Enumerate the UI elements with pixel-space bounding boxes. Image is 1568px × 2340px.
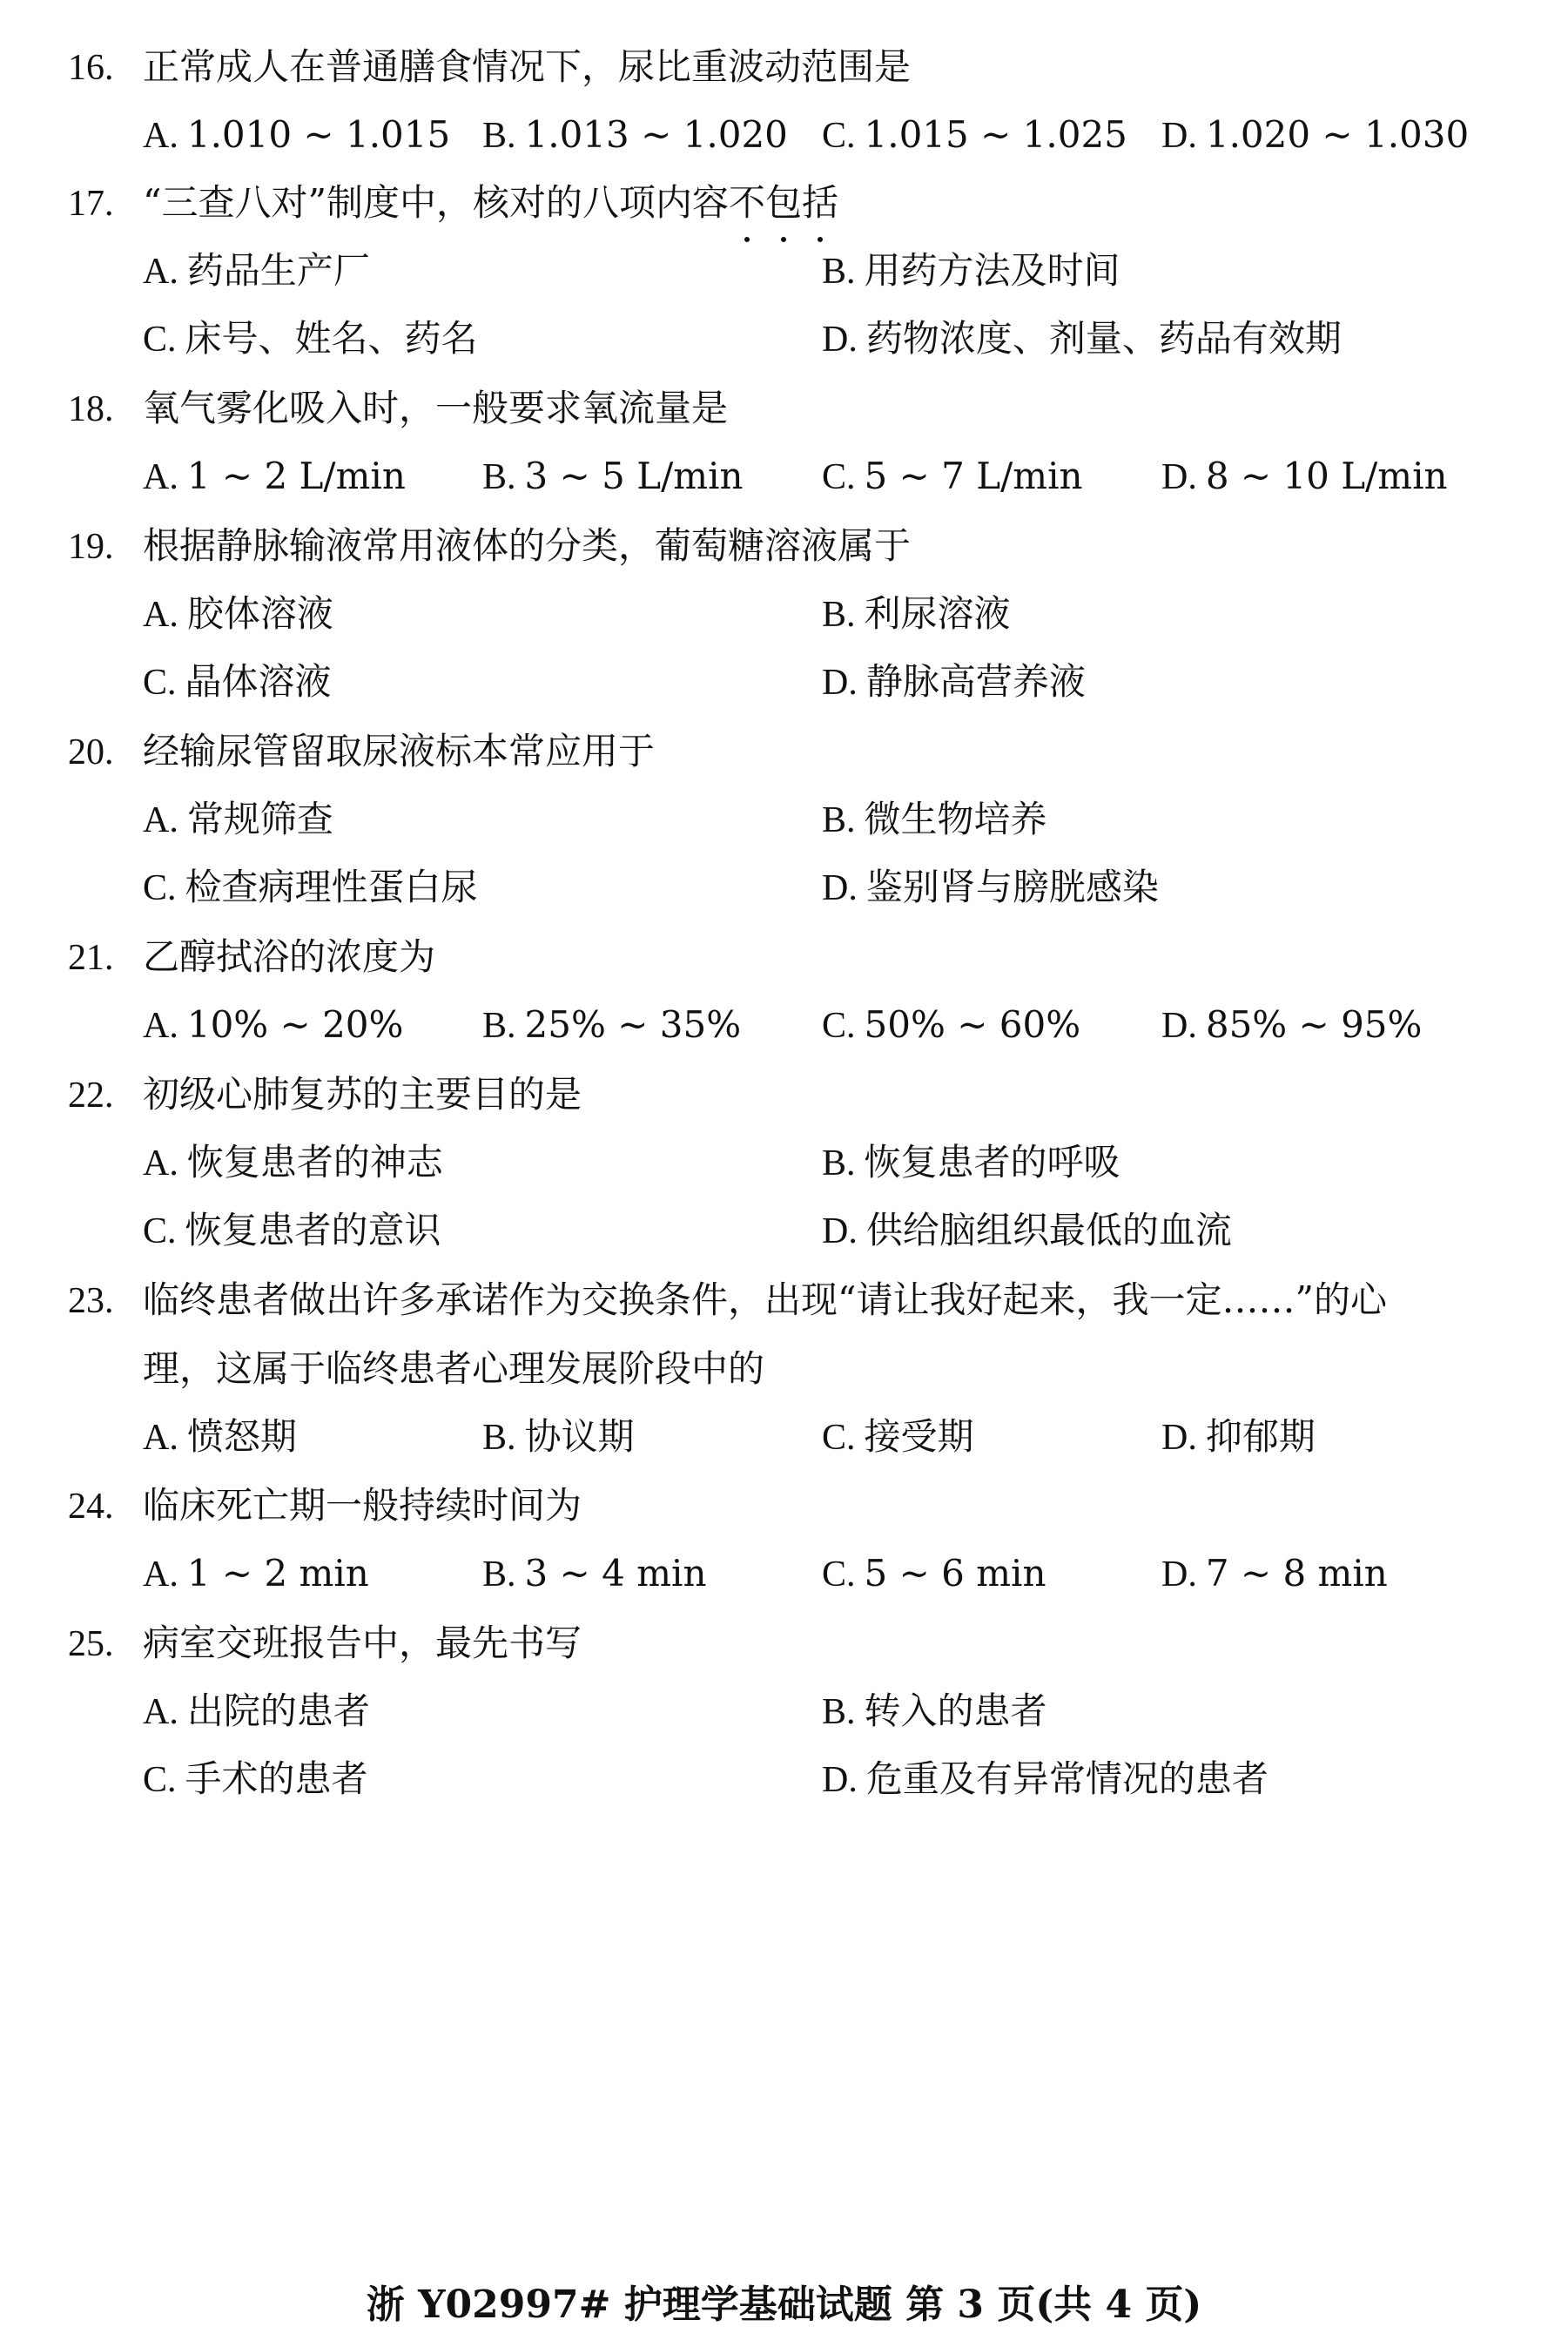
- option-text: 恢复患者的神志: [186, 1141, 443, 1183]
- option-text: 5 ~ 6 min: [864, 1552, 1046, 1595]
- option-letter: D.: [1161, 1418, 1197, 1458]
- option-b: [822, 1677, 1047, 1745]
- question-25: [68, 1609, 1496, 1813]
- question-stem: [68, 1061, 1496, 1129]
- question-22: [68, 1061, 1496, 1264]
- options: [68, 1403, 1496, 1471]
- option-letter: A.: [143, 1418, 178, 1458]
- option-text: 用药方法及时间: [864, 249, 1120, 292]
- option-a: [143, 1540, 482, 1608]
- question-stem: [68, 1266, 1496, 1335]
- option-letter: B.: [482, 1554, 516, 1595]
- question-number: 24.: [68, 1487, 114, 1527]
- question-number: 25.: [68, 1624, 114, 1664]
- option-letter: C.: [143, 663, 177, 703]
- option-letter: A.: [143, 252, 178, 292]
- question-text: 正常成人在普通膳食情况下，尿比重波动范围是: [143, 45, 912, 88]
- option-letter: A.: [143, 1143, 178, 1183]
- page-footer: 浙 Y02997# 护理学基础试题 第 3 页(共 4 页): [366, 2283, 1202, 2327]
- option-letter: A.: [143, 1006, 178, 1046]
- option-text: 1.013 ~ 1.020: [524, 113, 788, 156]
- option-letter: B.: [482, 116, 516, 156]
- option-c: [143, 1745, 822, 1813]
- option-letter: C.: [143, 320, 177, 360]
- option-letter: A.: [143, 457, 178, 497]
- options: [68, 1129, 1496, 1264]
- question-text-continued: 理，这属于临终患者心理发展阶段中的: [143, 1347, 765, 1390]
- option-text: 1.015 ~ 1.025: [864, 113, 1127, 156]
- option-c: [822, 991, 1161, 1059]
- option-d: [1161, 101, 1469, 169]
- option-text: 协议期: [524, 1415, 635, 1458]
- option-c: [822, 1540, 1161, 1608]
- option-letter: D.: [822, 1760, 858, 1800]
- option-text: 微生物培养: [864, 798, 1047, 840]
- option-letter: A.: [143, 116, 178, 156]
- option-letter: A.: [143, 800, 178, 840]
- option-c: [143, 853, 822, 921]
- option-letter: D.: [822, 868, 858, 908]
- option-text: 5 ~ 7 L/min: [864, 455, 1083, 497]
- option-a: [143, 1403, 482, 1471]
- option-letter: D.: [1161, 116, 1197, 156]
- option-b: [822, 580, 1011, 648]
- option-letter: C.: [822, 457, 856, 497]
- option-text: 25% ~ 35%: [524, 1003, 742, 1046]
- question-17: [68, 169, 1496, 373]
- question-19: [68, 512, 1496, 716]
- option-text: 7 ~ 8 min: [1205, 1552, 1388, 1595]
- option-letter: B.: [822, 1143, 856, 1183]
- question-number: 19.: [68, 527, 114, 567]
- option-text: 晶体溶液: [185, 660, 332, 703]
- option-b: [482, 991, 822, 1059]
- option-letter: B.: [482, 1006, 516, 1046]
- option-b: [822, 237, 1120, 305]
- option-text: 10% ~ 20%: [186, 1003, 404, 1046]
- question-stem: [68, 1609, 1496, 1677]
- option-c: [143, 648, 822, 716]
- question-number: 16.: [68, 48, 114, 88]
- option-text: 出院的患者: [186, 1689, 370, 1732]
- option-text: 8 ~ 10 L/min: [1205, 455, 1448, 497]
- option-a: [143, 786, 822, 853]
- option-a: [143, 237, 822, 305]
- question-stem: [68, 33, 1496, 101]
- option-d: [1161, 442, 1448, 510]
- option-text: 3 ~ 5 L/min: [524, 455, 744, 497]
- option-text: 常规筛查: [186, 798, 333, 840]
- option-letter: C.: [822, 116, 856, 156]
- option-letter: B.: [822, 252, 856, 292]
- option-d: [1161, 1403, 1316, 1471]
- option-d: [822, 853, 1159, 921]
- option-a: [143, 1129, 822, 1197]
- option-letter: B.: [822, 800, 856, 840]
- question-20: [68, 718, 1496, 921]
- option-d: [1161, 991, 1422, 1059]
- option-letter: C.: [822, 1418, 856, 1458]
- question-text: 临终患者做出许多承诺作为交换条件，出现“请让我好起来，我一定……”的心: [143, 1278, 1387, 1321]
- question-number: 22.: [68, 1076, 114, 1116]
- option-b: [822, 786, 1047, 853]
- option-text: 1 ~ 2 L/min: [186, 455, 406, 497]
- question-text: 乙醇拭浴的浓度为: [143, 935, 436, 978]
- emphasis-char: 不: [729, 169, 765, 237]
- option-c: [822, 1403, 1161, 1471]
- option-text: 转入的患者: [864, 1689, 1047, 1732]
- option-letter: D.: [1161, 457, 1197, 497]
- question-text: 氧气雾化吸入时，一般要求氧流量是: [143, 387, 729, 429]
- question-stem: [68, 512, 1496, 580]
- option-a: [143, 101, 482, 169]
- option-letter: A.: [143, 595, 178, 635]
- option-letter: B.: [482, 1418, 516, 1458]
- question-text: “三查八对”制度中，核对的八项内容: [143, 181, 729, 224]
- option-text: 胶体溶液: [186, 592, 333, 635]
- option-b: [822, 1129, 1120, 1197]
- option-letter: C.: [143, 868, 177, 908]
- question-23: [68, 1266, 1496, 1471]
- question-stem: [68, 923, 1496, 991]
- option-b: [482, 442, 822, 510]
- option-text: 1 ~ 2 min: [186, 1552, 369, 1595]
- options: [68, 237, 1496, 373]
- options: [68, 1677, 1496, 1813]
- option-text: 手术的患者: [185, 1757, 368, 1800]
- option-b: [482, 1403, 822, 1471]
- question-stem: [68, 169, 1496, 237]
- option-letter: C.: [822, 1006, 856, 1046]
- question-text: 病室交班报告中，最先书写: [143, 1622, 582, 1664]
- question-number: 21.: [68, 938, 114, 978]
- option-letter: B.: [482, 457, 516, 497]
- option-text: 静脉高营养液: [865, 660, 1086, 703]
- question-text: 根据静脉输液常用液体的分类，葡萄糖溶液属于: [143, 524, 912, 567]
- option-letter: C.: [822, 1554, 856, 1595]
- option-text: 3 ~ 4 min: [524, 1552, 707, 1595]
- option-letter: B.: [822, 595, 856, 635]
- question-text: 临床死亡期一般持续时间为: [143, 1484, 582, 1527]
- question-number: 18.: [68, 389, 114, 429]
- question-number: 20.: [68, 732, 114, 772]
- emphasis-char: 包: [765, 169, 802, 237]
- option-d: [822, 648, 1086, 716]
- option-d: [1161, 1540, 1388, 1608]
- option-a: [143, 442, 482, 510]
- option-text: 接受期: [864, 1415, 974, 1458]
- options: [68, 991, 1496, 1059]
- option-text: 恢复患者的呼吸: [864, 1141, 1120, 1183]
- option-letter: D.: [1161, 1006, 1197, 1046]
- options: [68, 580, 1496, 716]
- question-stem: [68, 374, 1496, 442]
- options: [68, 442, 1496, 510]
- question-24: [68, 1472, 1496, 1608]
- option-letter: A.: [143, 1554, 178, 1595]
- option-text: 愤怒期: [186, 1415, 297, 1458]
- option-d: [822, 305, 1342, 373]
- option-b: [482, 1540, 822, 1608]
- emphasis-char: 括: [802, 169, 838, 237]
- option-a: [143, 1677, 822, 1745]
- option-b: [482, 101, 822, 169]
- options: [68, 101, 1496, 169]
- option-text: 供给脑组织最低的血流: [865, 1209, 1232, 1251]
- option-text: 恢复患者的意识: [185, 1209, 441, 1251]
- option-c: [143, 1197, 822, 1264]
- option-text: 1.020 ~ 1.030: [1205, 113, 1470, 156]
- option-text: 床号、姓名、药名: [185, 317, 478, 360]
- option-letter: A.: [143, 1692, 178, 1732]
- option-letter: B.: [822, 1692, 856, 1732]
- option-letter: C.: [143, 1760, 177, 1800]
- options: [68, 1540, 1496, 1608]
- option-c: [143, 305, 822, 373]
- question-text: 初级心肺复苏的主要目的是: [143, 1073, 582, 1116]
- option-text: 药物浓度、剂量、药品有效期: [865, 317, 1342, 360]
- option-text: 抑郁期: [1205, 1415, 1316, 1458]
- option-text: 1.010 ~ 1.015: [186, 113, 451, 156]
- option-letter: D.: [822, 1211, 858, 1251]
- question-stem: [68, 718, 1496, 786]
- question-number: 17.: [68, 184, 114, 224]
- option-letter: D.: [822, 320, 858, 360]
- option-text: 药品生产厂: [186, 249, 370, 292]
- option-text: 50% ~ 60%: [864, 1003, 1081, 1046]
- option-a: [143, 580, 822, 648]
- option-text: 利尿溶液: [864, 592, 1011, 635]
- question-stem: [68, 1472, 1496, 1540]
- option-c: [822, 442, 1161, 510]
- option-text: 85% ~ 95%: [1205, 1003, 1423, 1046]
- option-letter: D.: [822, 663, 858, 703]
- option-text: 鉴别肾与膀胱感染: [865, 866, 1159, 908]
- option-text: 危重及有异常情况的患者: [865, 1757, 1269, 1800]
- option-text: 检查病理性蛋白尿: [185, 866, 478, 908]
- question-18: [68, 374, 1496, 510]
- options: [68, 786, 1496, 921]
- question-text: 经输尿管留取尿液标本常应用于: [143, 730, 656, 772]
- option-c: [822, 101, 1161, 169]
- option-letter: D.: [1161, 1554, 1197, 1595]
- option-letter: C.: [143, 1211, 177, 1251]
- option-d: [822, 1745, 1269, 1813]
- question-21: [68, 923, 1496, 1059]
- question-16: [68, 33, 1496, 169]
- option-d: [822, 1197, 1232, 1264]
- option-a: [143, 991, 482, 1059]
- question-number: 23.: [68, 1281, 114, 1321]
